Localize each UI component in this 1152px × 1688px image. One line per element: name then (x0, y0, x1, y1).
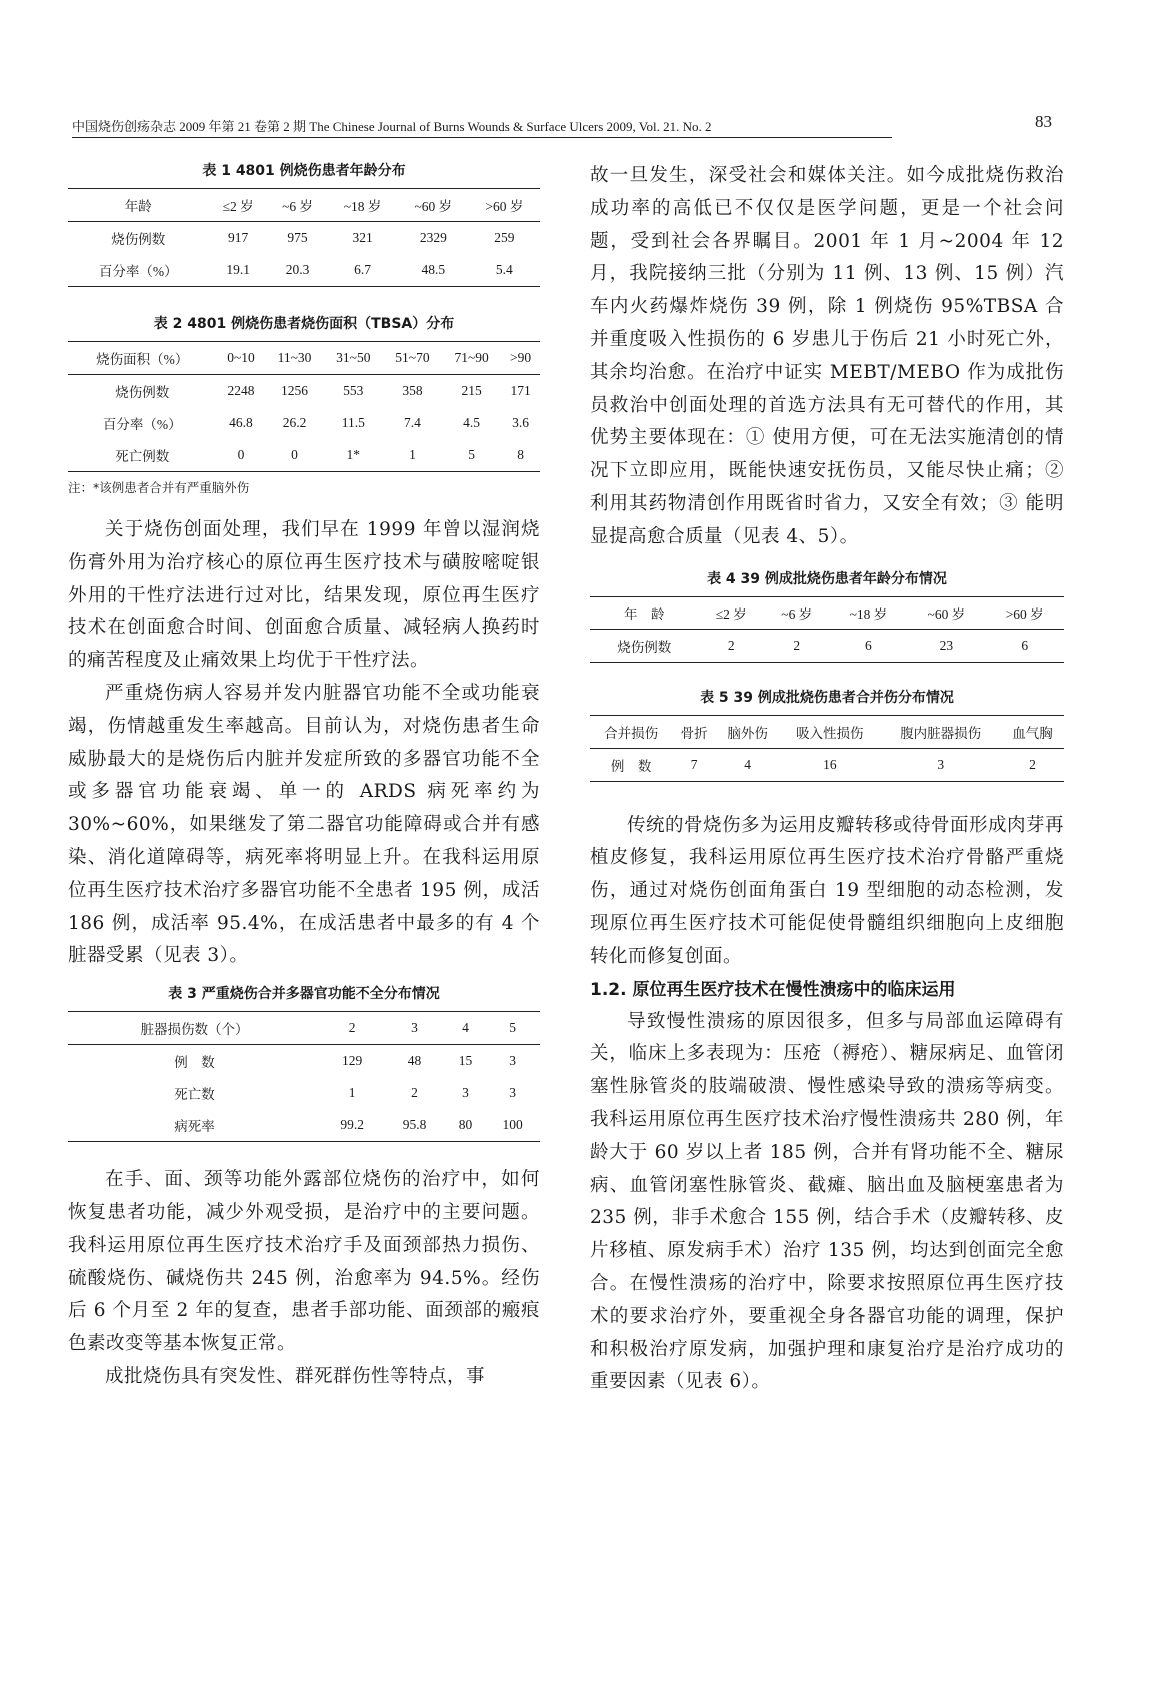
body-paragraph: 导致慢性溃疡的原因很多，但多与局部血运障碍有关，临床上多表现为：压疮（褥疮）、糖尿病足、血管闭塞性脉管炎的肢端破溃、慢性感染导致的溃疡等病变。我科运用原位再生医疗技术治疗慢性溃疡共 280 例，年龄大于 60 岁以上者 185 例，合并有肾功能不全、糖尿病、血管闭塞性脉管炎、截瘫、脑出血及脑梗塞患者为 235 例，非手术愈合 155 例，结合手术（皮瓣转移、皮片移植、原发病手术）治疗 135 例，均达到创面完全愈合。在慢性溃疡的治疗中，除要求按照原位再生医疗技术的要求治疗外，要重视全身各器官功能的调理，保护和积极治疗原发病，加强护理和康复治疗是治疗成功的重要因素（见表 6）。 (590, 1010, 1064, 1393)
journal-running-title: 中国烧伤创疡杂志 2009 年第 21 卷第 2 期 The Chinese Journal of Burns Wounds & Surface Ulcers 2009, Vol. 21. No. 2 (72, 116, 892, 138)
header-cell: ~18 岁 (343, 199, 382, 214)
table-2-note: 注：*该例患者合并有严重脑外伤 (68, 480, 250, 495)
table-cell: 2 (793, 637, 801, 653)
table-cell: 6 (1021, 637, 1029, 653)
table-cell: 16 (823, 756, 837, 772)
table-cell: 病死率 (174, 1119, 215, 1135)
table-cell: 553 (343, 383, 364, 398)
table-cell: 例 数 (174, 1055, 215, 1071)
table-cell: 1* (346, 447, 361, 462)
header-cell: ~18 岁 (849, 606, 888, 622)
table-cell: 48.5 (421, 262, 446, 277)
header-cell: 骨折 (680, 725, 708, 741)
header-cell: ~60 岁 (927, 606, 966, 622)
table-cell: 4.5 (463, 415, 481, 430)
header-cell: 5 (509, 1020, 516, 1036)
running-header (72, 112, 1072, 136)
table-cell: 死亡例数 (115, 449, 170, 464)
table-3 (68, 983, 540, 1142)
table-cell: 259 (494, 230, 515, 245)
table-row (590, 748, 1064, 781)
table-cell: 0 (237, 447, 245, 462)
table-cell: 975 (287, 230, 308, 245)
table-cell: 3 (462, 1085, 469, 1101)
table-row (68, 1045, 540, 1078)
table-cell: 死亡数 (174, 1087, 215, 1103)
table-cell: 百分率（%） (98, 264, 178, 279)
table-cell: 8 (517, 447, 524, 462)
body-paragraph: 成批烧伤具有突发性、群死群伤性等特点，事 (105, 1365, 486, 1387)
table-cell: 烧伤例数 (115, 385, 170, 400)
table-cell: 11.5 (341, 415, 365, 430)
header-cell: 51~70 (395, 350, 430, 365)
header-cell: 71~90 (454, 350, 489, 365)
table-cell: 7.4 (404, 415, 421, 430)
table-cell: 358 (402, 383, 423, 398)
section-heading: 1.2. 原位再生医疗技术在慢性溃疡中的临床运用 (590, 979, 956, 1000)
header-cell: 4 (462, 1020, 469, 1036)
table-cell: 95.8 (402, 1117, 427, 1133)
table-cell: 3.6 (512, 415, 530, 430)
header-cell: 脏器损伤数（个） (140, 1022, 249, 1038)
table-4-grid (590, 596, 1064, 663)
table-cell: 2 (411, 1085, 418, 1101)
table-cell: 26.2 (282, 415, 307, 430)
table-cell: 129 (342, 1053, 363, 1069)
table-cell: 烧伤例数 (617, 639, 672, 655)
table-2-grid (68, 341, 540, 472)
table-cell: 例 数 (610, 758, 652, 774)
table-cell: 19.1 (226, 262, 250, 277)
right-column (590, 160, 1064, 1399)
table-cell: 7 (690, 756, 698, 772)
table-2 (68, 313, 540, 496)
table-cell: 1256 (281, 383, 309, 398)
table-cell: 2248 (227, 383, 255, 398)
header-cell: 11~30 (277, 350, 312, 365)
table-header-row (590, 715, 1064, 748)
table-5-caption: 表 5 39 例成批烧伤患者合并伤分布情况 (700, 689, 954, 706)
table-cell: 99.2 (340, 1117, 364, 1133)
table-cell: 48 (407, 1053, 422, 1069)
table-header-row (68, 189, 540, 222)
header-cell: ≤2 岁 (222, 199, 254, 214)
header-cell: 2 (348, 1020, 356, 1036)
header-cell: 0~10 (227, 350, 255, 365)
table-cell: 2 (1029, 756, 1036, 772)
header-cell: 年 龄 (624, 606, 665, 622)
table-row (590, 629, 1064, 662)
header-cell: ~6 岁 (781, 606, 813, 622)
table-cell: 321 (352, 230, 373, 245)
table-1 (68, 160, 540, 287)
table-cell: 100 (502, 1117, 523, 1133)
body-paragraph: 严重烧伤病人容易并发内脏器官功能不全或功能衰竭，伤情越重发生率越高。目前认为，对烧伤患者生命威胁最大的是烧伤后内脏并发症所致的多器官功能不全或多器官功能衰竭、单一的 ARDS 病死率约为 30%~60%，如果继发了第二器官功能障碍或合并有感染、消化道障碍等，病死率将明显上升。在我科运用原位再生医疗技术治疗多器官功能不全患者 195 例，成活 186 例，成活率 95.4%，在成活患者中最多的有 4 个脏器受累（见表 3）。 (68, 682, 540, 967)
table-cell: 3 (509, 1085, 516, 1101)
table-header-row (590, 596, 1064, 629)
table-cell: 46.8 (229, 415, 253, 430)
table-cell: 百分率（%） (102, 417, 182, 432)
table-row (68, 1109, 540, 1142)
table-5-grid (590, 715, 1064, 782)
table-cell: 15 (458, 1053, 473, 1069)
header-cell: 血气胸 (1012, 725, 1053, 741)
header-cell: 年龄 (124, 199, 152, 214)
table-cell: 烧伤例数 (111, 232, 166, 247)
table-cell: 5.4 (495, 262, 513, 277)
table-cell: 917 (228, 230, 249, 245)
header-cell: 脑外伤 (727, 725, 768, 741)
table-row (68, 439, 540, 472)
table-3-grid (68, 1011, 540, 1142)
table-cell: 3 (509, 1053, 516, 1069)
header-cell: ~60 岁 (414, 199, 453, 214)
header-cell: >90 (510, 350, 532, 365)
table-4-caption: 表 4 39 例成批烧伤患者年龄分布情况 (707, 570, 947, 587)
body-paragraph: 传统的骨烧伤多为运用皮瓣转移或待骨面形成肉芽再植皮修复，我科运用原位再生医疗技术治疗骨骼严重烧伤，通过对烧伤创面角蛋白 19 型细胞的动态检测，发现原位再生医疗技术可能促使骨髓组织细胞向上皮细胞转化而修复创面。 (590, 814, 1065, 967)
left-column (68, 160, 540, 1394)
table-4 (590, 568, 1064, 663)
table-cell: 5 (468, 447, 475, 462)
header-cell: ~6 岁 (282, 199, 314, 214)
header-cell: 合并损伤 (604, 725, 659, 741)
table-cell: 2 (727, 637, 735, 653)
table-cell: 23 (939, 637, 954, 653)
table-5 (590, 687, 1064, 782)
table-cell: 0 (291, 447, 298, 462)
table-row (68, 1077, 540, 1109)
table-1-grid (68, 188, 540, 287)
table-cell: 215 (461, 383, 482, 398)
body-paragraph: 关于烧伤创面处理，我们早在 1999 年曾以湿润烧伤膏外用为治疗核心的原位再生医疗技术与磺胺嘧啶银外用的干性疗法进行过对比，结果发现，原位再生医疗技术在创面愈合时间、创面愈合质量、减轻病人换药时的痛苦程度及止痛效果上均优于干性疗法。 (68, 519, 540, 672)
table-row (68, 407, 540, 439)
table-cell: 2329 (419, 230, 447, 245)
header-cell: ≤2 岁 (715, 606, 747, 622)
header-cell: 3 (411, 1020, 418, 1036)
table-row (68, 222, 540, 255)
header-cell: 31~50 (336, 350, 371, 365)
page-number: 83 (1035, 112, 1052, 131)
table-cell: 6 (865, 637, 872, 653)
table-cell: 171 (510, 383, 531, 398)
table-cell: 6.7 (354, 262, 371, 277)
table-3-caption: 表 3 严重烧伤合并多器官功能不全分布情况 (168, 986, 440, 1003)
header-cell: 吸入性损伤 (796, 725, 864, 741)
table-cell: 1 (409, 447, 416, 462)
header-cell: >60 岁 (485, 199, 524, 214)
table-cell: 20.3 (285, 262, 310, 277)
table-cell: 80 (458, 1117, 473, 1133)
header-cell: 腹内脏器损伤 (900, 725, 982, 741)
table-cell: 4 (744, 756, 751, 772)
table-2-caption: 表 2 4801 例烧伤患者烧伤面积（TBSA）分布 (153, 316, 455, 332)
body-paragraph: 故一旦发生，深受社会和媒体关注。如今成批烧伤救治成功率的高低已不仅仅是医学问题，更是一个社会问题，受到社会各界瞩目。2001 年 1 月~2004 年 12 月，我院接纳三批（分别为 11 例、13 例、15 例）汽车内火药爆炸烧伤 39 例，除 1 例烧伤 95%TBSA 合并重度吸入性损伤的 6 岁患儿于伤后 21 小时死亡外，其余均治愈。在治疗中证实 MEBT/MEBO 作为成批伤员救治中创面处理的首选方法具有无可替代的作用，其优势主要体现在：① 使用方便，可在无法实施清创的情况下立即应用，既能快速安抚伤员，又能尽快止痛；② 利用其药物清创作用既省时省力，又安全有效；③ 能明显提高愈合质量（见表 4、5）。 (590, 165, 1064, 547)
body-paragraph: 在手、面、颈等功能外露部位烧伤的治疗中，如何恢复患者功能，减少外观受损，是治疗中的主要问题。我科运用原位再生医疗技术治疗手及面颈部热力损伤、硫酸烧伤、碱烧伤共 245 例，治愈率为 94.5%。经伤后 6 个月至 2 年的复查，患者手部功能、面颈部的瘢痕色素改变等基本恢复正常。 (68, 1169, 540, 1355)
table-row (68, 254, 540, 287)
table-cell: 3 (937, 756, 945, 772)
table-header-row (68, 1012, 540, 1045)
table-row (68, 375, 540, 408)
table-cell: 1 (348, 1085, 356, 1101)
header-cell: >60 岁 (1005, 606, 1044, 622)
table-header-row (68, 342, 540, 375)
header-cell: 烧伤面积（%） (96, 352, 189, 367)
table-1-caption: 表 1 4801 例烧伤患者年龄分布 (202, 163, 406, 179)
